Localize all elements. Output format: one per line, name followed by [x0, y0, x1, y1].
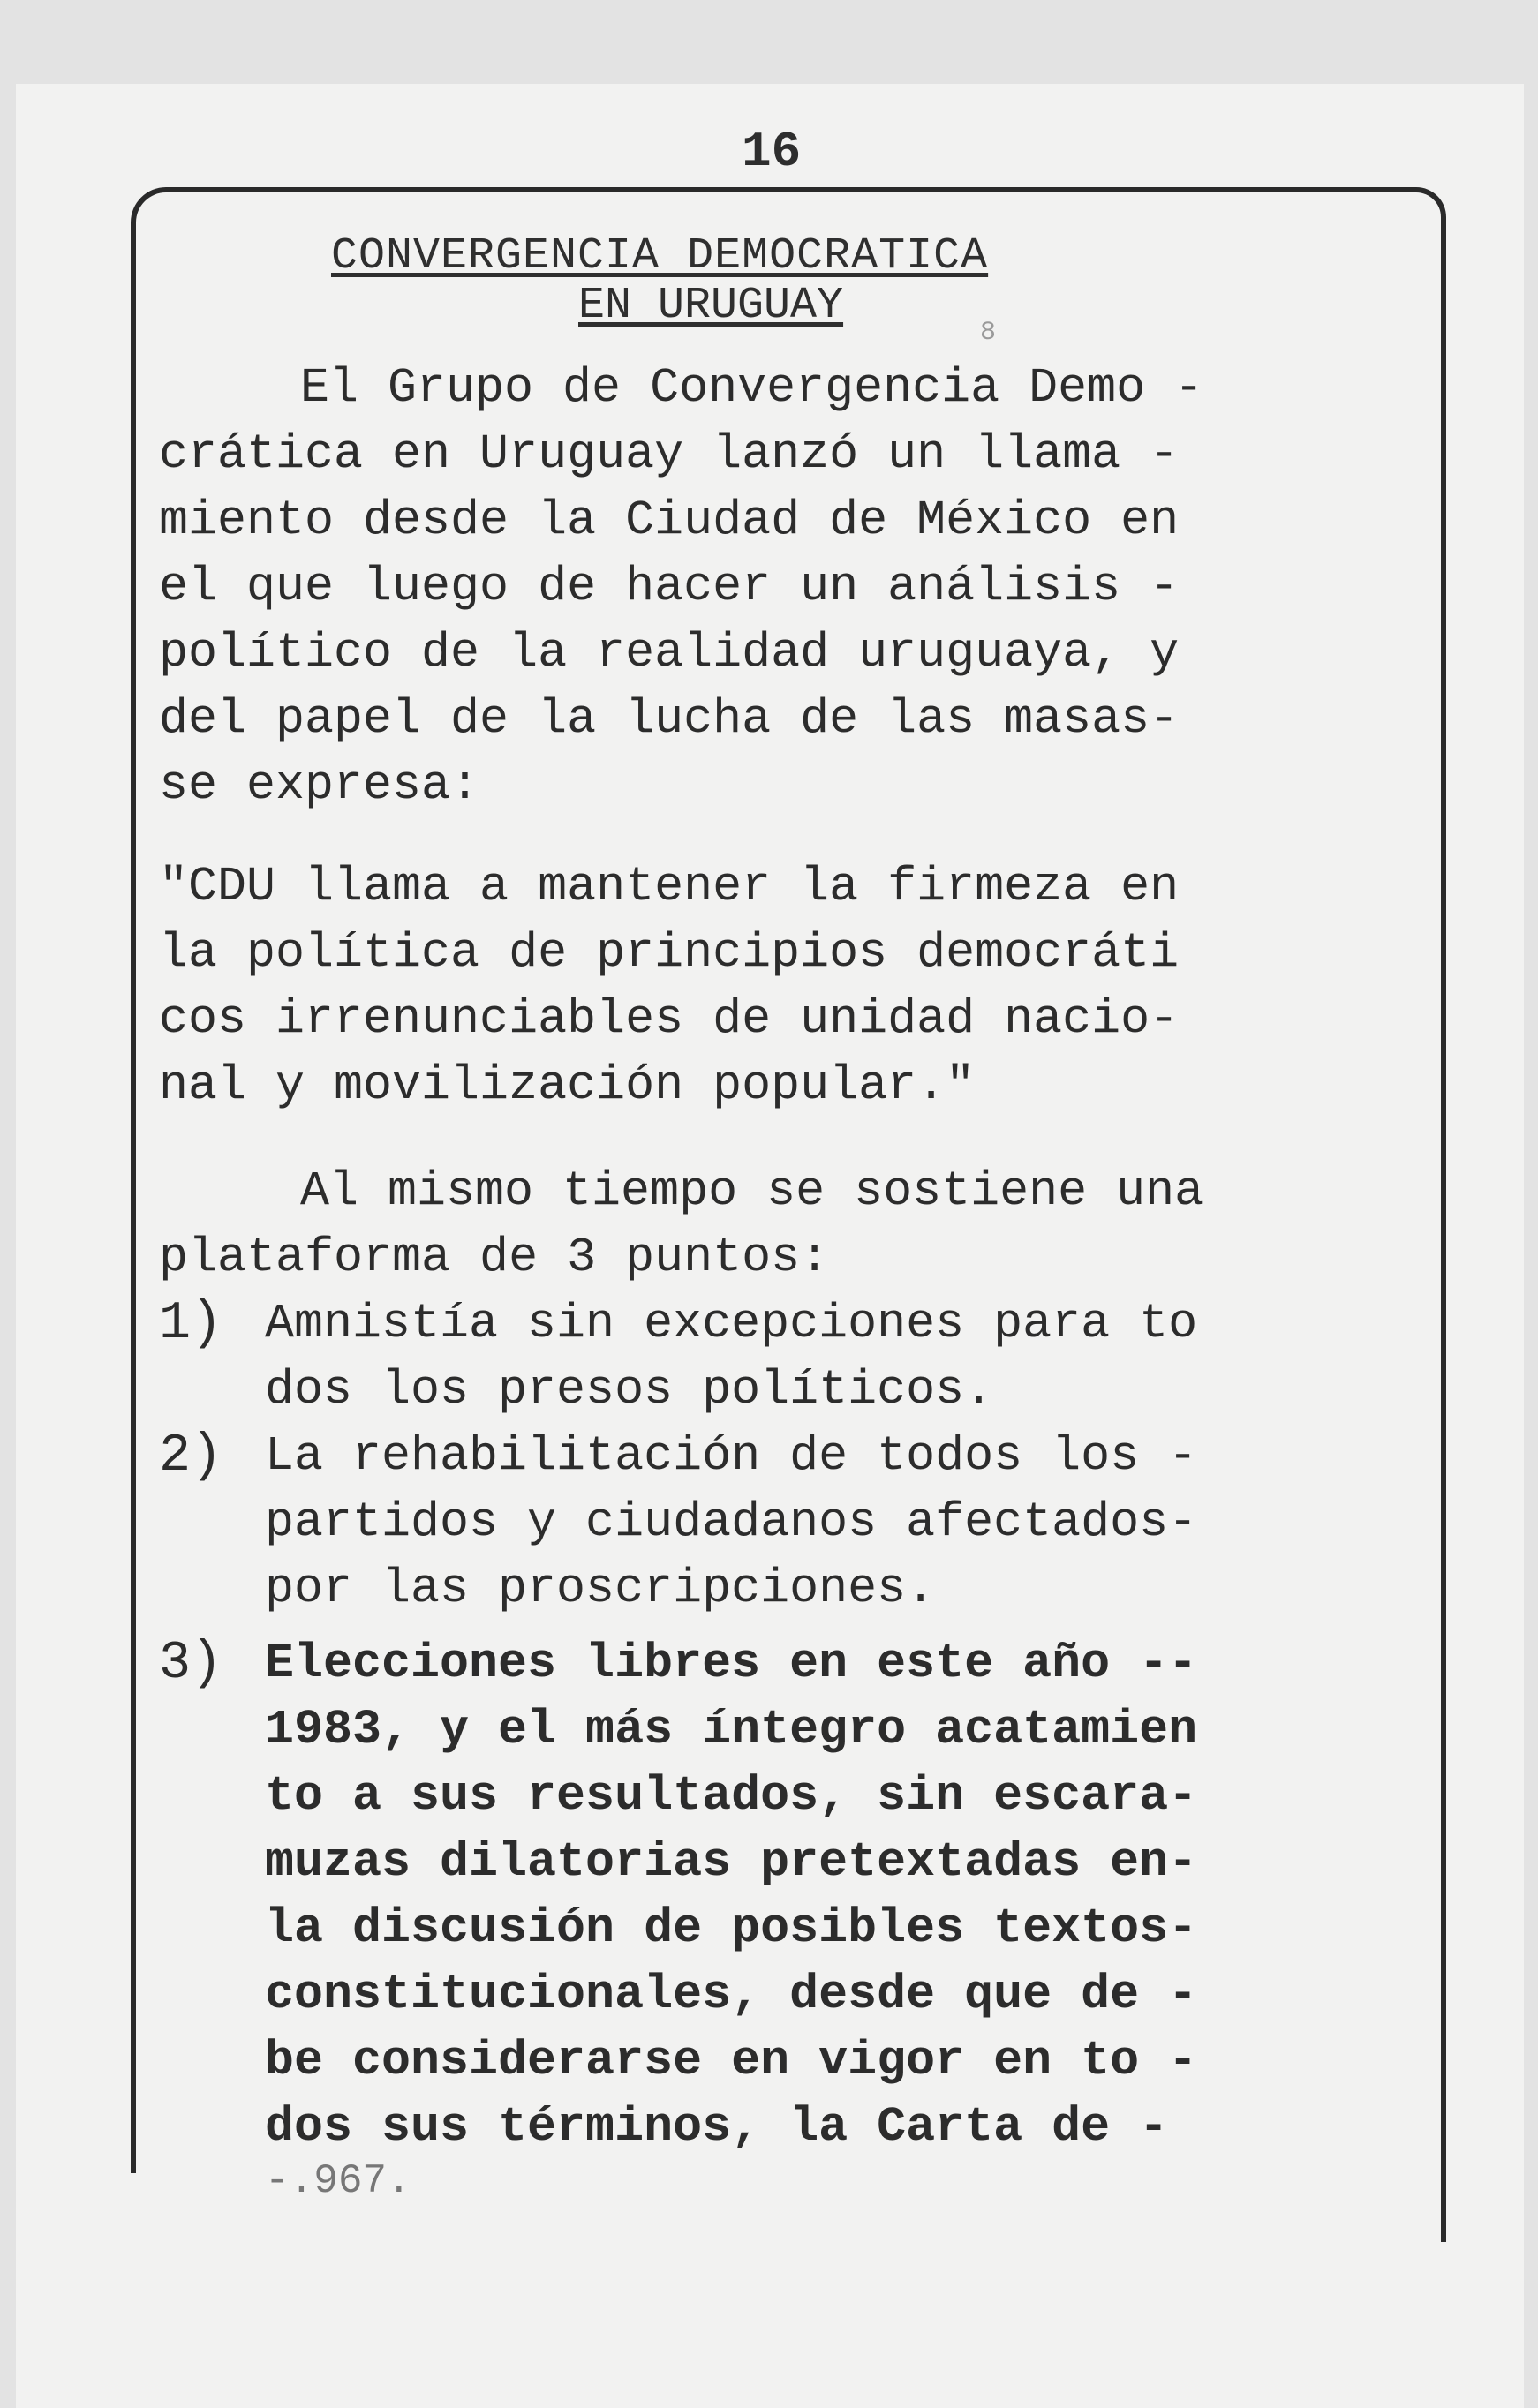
body-line: crática en Uruguay lanzó un llama - [159, 426, 1180, 482]
body-line: político de la realidad uruguaya, y [159, 625, 1180, 681]
list-line: dos sus términos, la Carta de - [265, 2099, 1169, 2155]
list-line: to a sus resultados, sin escara- [265, 1768, 1198, 1824]
list-line: muzas dilatorias pretextadas en- [265, 1834, 1198, 1890]
quote-line: "CDU llama a mantener la firmeza en [159, 859, 1180, 914]
body-line: el que luego de hacer un análisis - [159, 559, 1180, 614]
list-line: la discusión de posibles textos- [265, 1900, 1198, 1956]
page-number: 16 [742, 124, 802, 180]
body-line: se expresa: [159, 757, 480, 813]
body-line: plataforma de 3 puntos: [159, 1230, 830, 1285]
list-line: be considerarse en vigor en to - [265, 2033, 1198, 2088]
body-line: del papel de la lucha de las masas- [159, 691, 1180, 747]
quote-line: nal y movilización popular." [159, 1057, 976, 1113]
list-line: partidos y ciudadanos afectados- [265, 1494, 1198, 1550]
list-number: 2) [159, 1426, 223, 1486]
list-number: 1) [159, 1294, 223, 1354]
list-line: Elecciones libres en este año -- [265, 1636, 1198, 1691]
list-line: dos los presos políticos. [265, 1362, 994, 1418]
body-line: El Grupo de Convergencia Demo - [300, 360, 1204, 416]
stray-mark: 8 [980, 318, 997, 348]
list-line: Amnistía sin excepciones para to [265, 1296, 1198, 1351]
body-line: Al mismo tiempo se sostiene una [300, 1163, 1204, 1219]
list-line: por las proscripciones. [265, 1561, 936, 1616]
list-number: 3) [159, 1634, 223, 1694]
continuation-fragment: -.967. [265, 2158, 411, 2204]
quote-line: cos irrenunciables de unidad nacio- [159, 991, 1180, 1047]
list-line: constitucionales, desde que de - [265, 1967, 1198, 2022]
article-title-line-1: CONVERGENCIA DEMOCRATICA [331, 231, 989, 282]
list-line: 1983, y el más íntegro acatamien [265, 1702, 1198, 1757]
list-line: La rehabilitación de todos los - [265, 1428, 1198, 1484]
quote-line: la política de principios democráti [159, 925, 1180, 981]
article-title-line-2: EN URUGUAY [578, 281, 844, 331]
frame-tail [1441, 2101, 1446, 2242]
body-line: miento desde la Ciudad de México en [159, 493, 1180, 548]
